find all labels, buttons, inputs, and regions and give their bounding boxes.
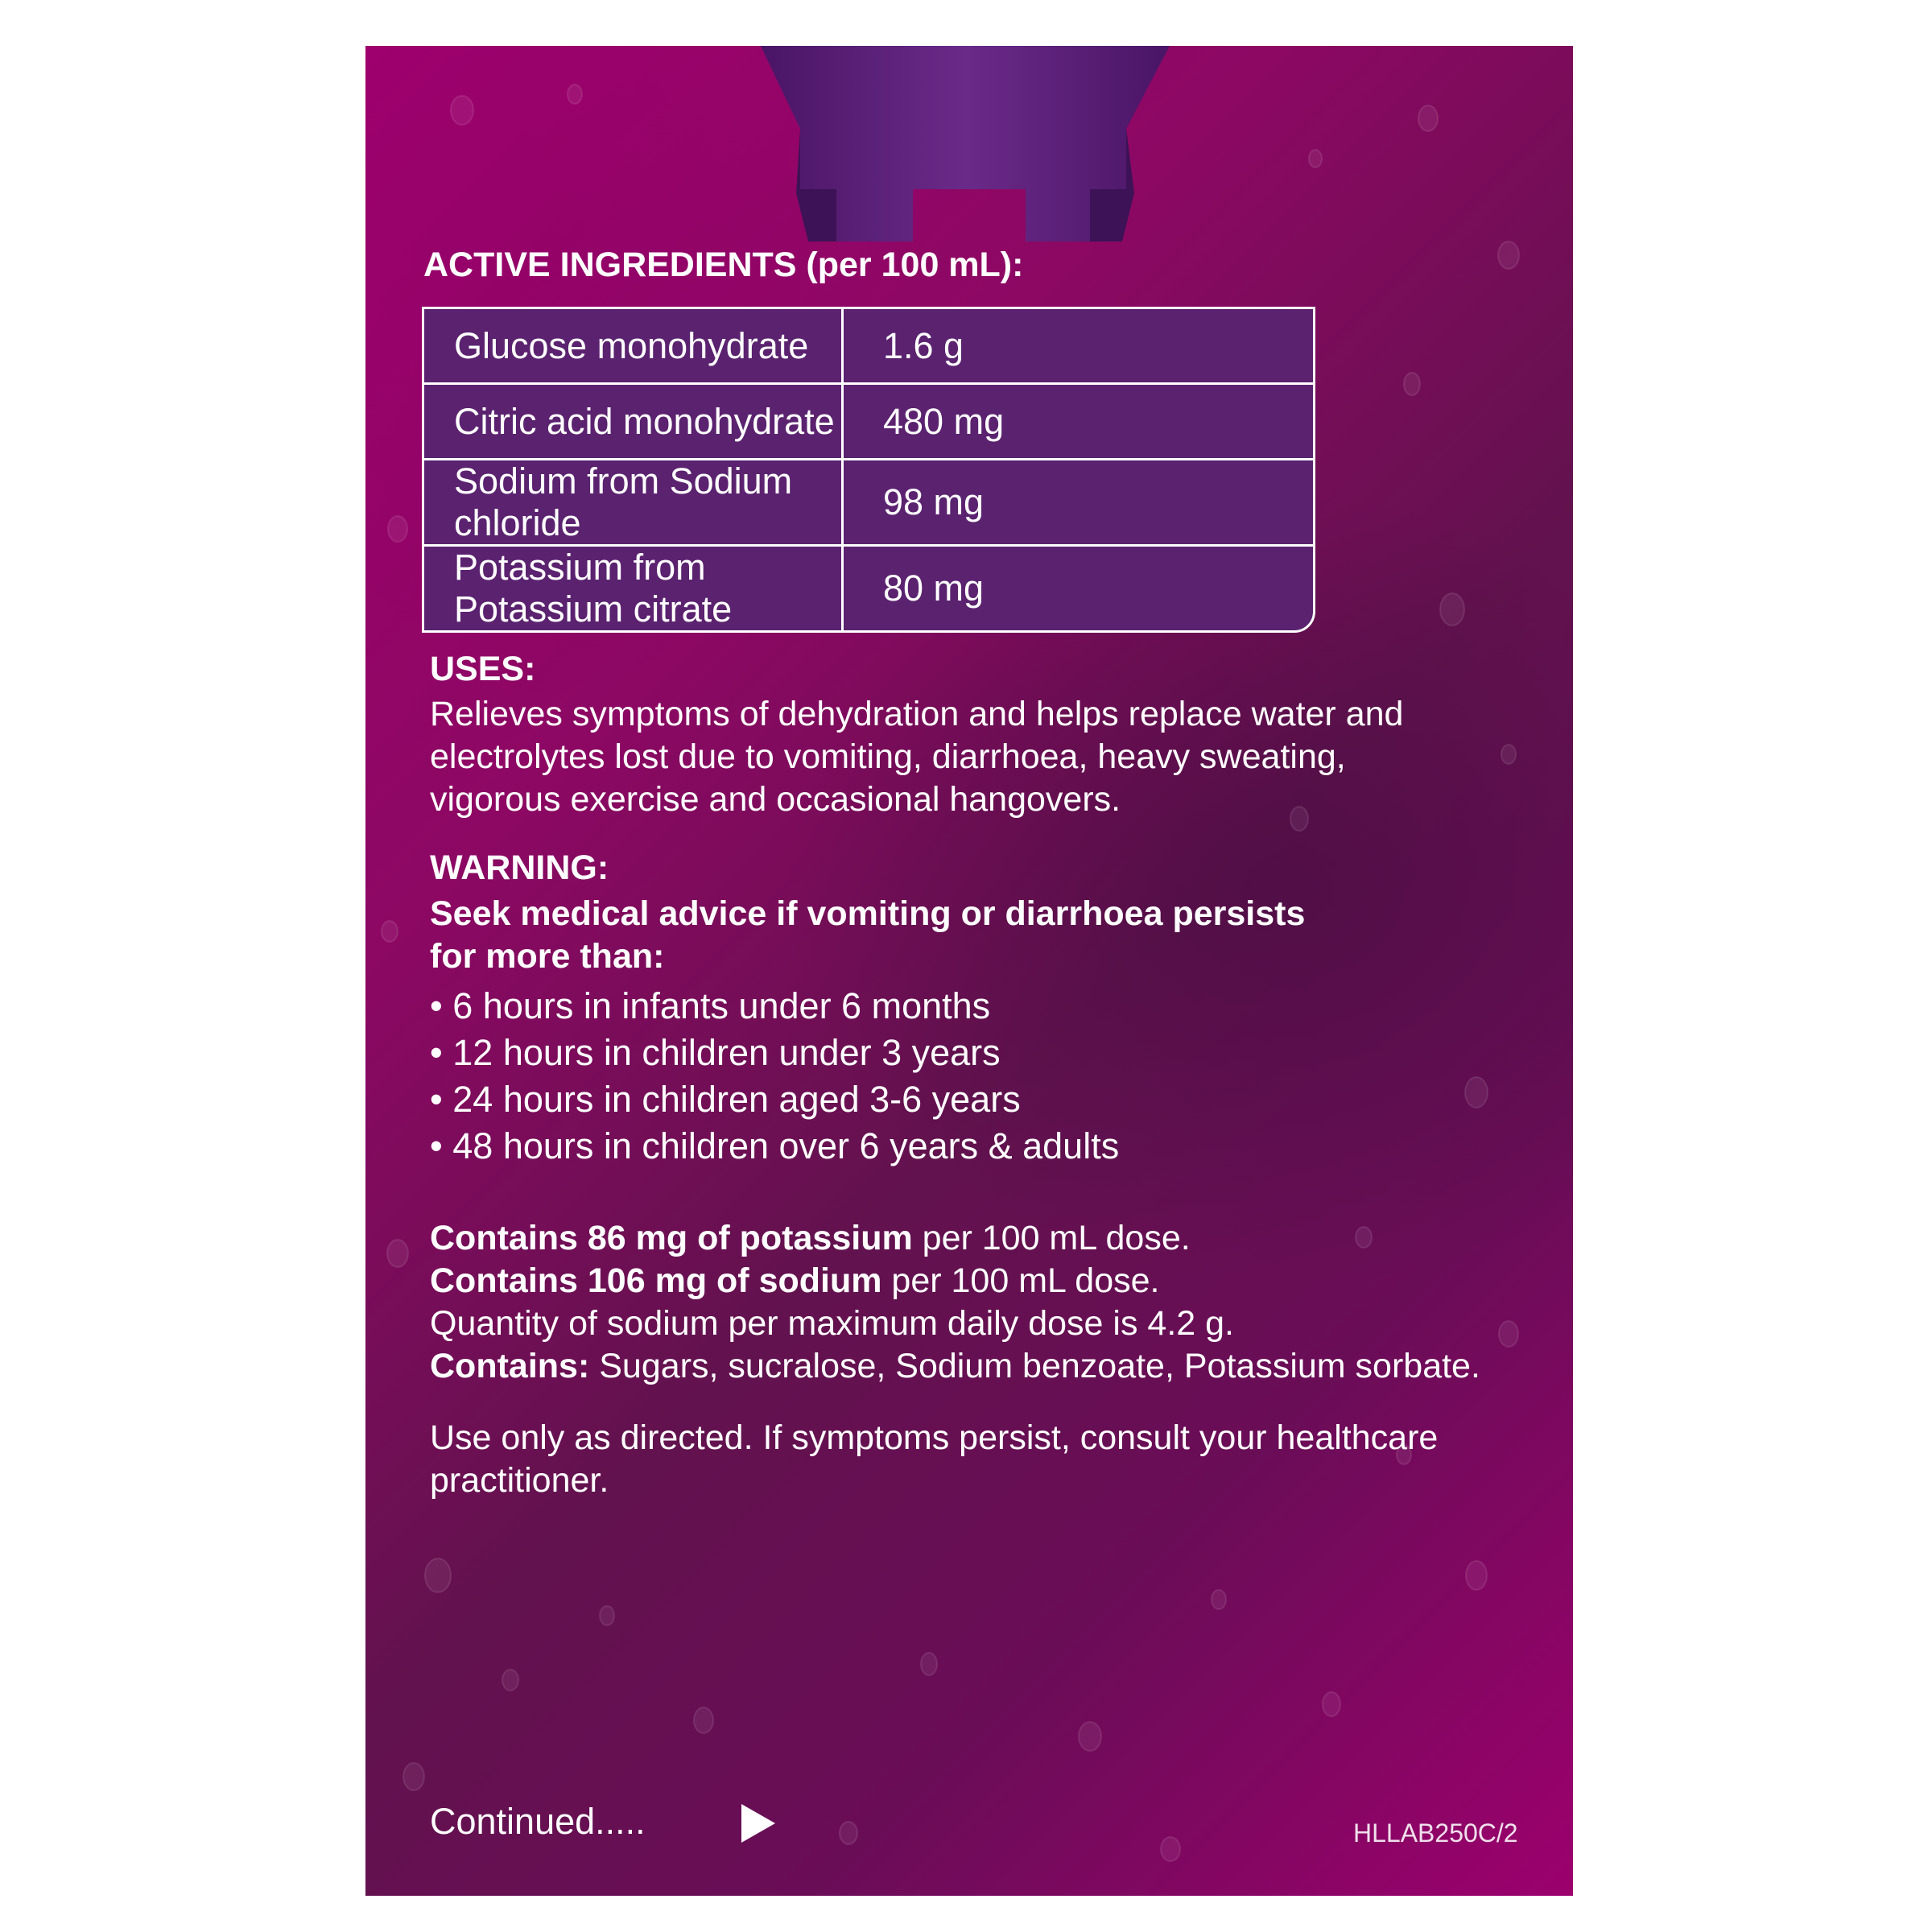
warning-intro-line: Seek medical advice if vomiting or diarrhoea persists: [430, 894, 1306, 933]
list-item: • 6 hours in infants under 6 months: [430, 985, 991, 1026]
sodium-line: [430, 1260, 1541, 1302]
uses-line: electrolytes lost due to vomiting, diarrhoea, heavy sweating,: [430, 737, 1346, 776]
directions-line: practitioner.: [430, 1461, 609, 1500]
uses-heading: USES:: [430, 650, 536, 688]
product-code: HLLAB250C/2: [1353, 1818, 1518, 1847]
contains-label: Contains:: [430, 1347, 590, 1385]
ingredient-name: Potassium from Potassium citrate: [424, 547, 844, 630]
uses-line: vigorous exercise and occasional hangovers.: [430, 780, 1121, 819]
ingredient-name: Sodium from Sodium chloride: [424, 460, 844, 547]
uses-line: Relieves symptoms of dehydration and helps replace water and: [430, 695, 1404, 733]
sodium-bold: Contains 106 mg of sodium: [430, 1261, 882, 1300]
warning-intro-line: for more than:: [430, 937, 665, 976]
play-arrow-icon: [741, 1804, 775, 1843]
active-ingredients-heading: ACTIVE INGREDIENTS (per 100 mL):: [423, 246, 1024, 284]
potassium-rest: per 100 mL dose.: [912, 1219, 1191, 1257]
ingredient-amount: 1.6 g: [844, 309, 1313, 385]
warning-intro: [430, 893, 1541, 978]
directions-line: Use only as directed. If symptoms persist, consult your healthcare: [430, 1418, 1439, 1457]
sodium-rest: per 100 mL dose.: [881, 1261, 1160, 1300]
sodium-max-line: Quantity of sodium per maximum daily dose is 4.2 g.: [430, 1304, 1234, 1343]
table-row: [424, 547, 1313, 630]
list-item: • 24 hours in children aged 3-6 years: [430, 1079, 1021, 1120]
list-item: • 12 hours in children under 3 years: [430, 1032, 1001, 1073]
table-row: [424, 385, 1313, 460]
directions-text: [430, 1417, 1541, 1502]
ingredient-amount: 480 mg: [844, 385, 1313, 460]
ingredient-name: Glucose monohydrate: [424, 309, 844, 385]
ingredient-amount: 98 mg: [844, 460, 1313, 547]
table-row: [424, 309, 1313, 385]
continued-label: Continued.....: [430, 1801, 646, 1842]
active-ingredients-table: [422, 307, 1315, 633]
potassium-line: [430, 1217, 1541, 1260]
ingredient-name: Citric acid monohydrate: [424, 385, 844, 460]
contains-line: [430, 1345, 1541, 1388]
continued-indicator: [430, 1801, 646, 1843]
table-row: [424, 460, 1313, 547]
contents-block: [430, 1217, 1541, 1388]
list-item: • 48 hours in children over 6 years & adults: [430, 1125, 1120, 1166]
contains-rest: Sugars, sucralose, Sodium benzoate, Potassium sorbate.: [589, 1347, 1480, 1385]
warning-bullet-list: [430, 983, 1119, 1170]
label-panel: [365, 46, 1573, 1896]
warning-heading: WARNING:: [430, 848, 609, 887]
uses-text: [430, 693, 1541, 821]
bottle-cap-graphic: [760, 46, 1170, 242]
ingredient-amount: 80 mg: [883, 568, 985, 609]
potassium-bold: Contains 86 mg of potassium: [430, 1219, 913, 1257]
